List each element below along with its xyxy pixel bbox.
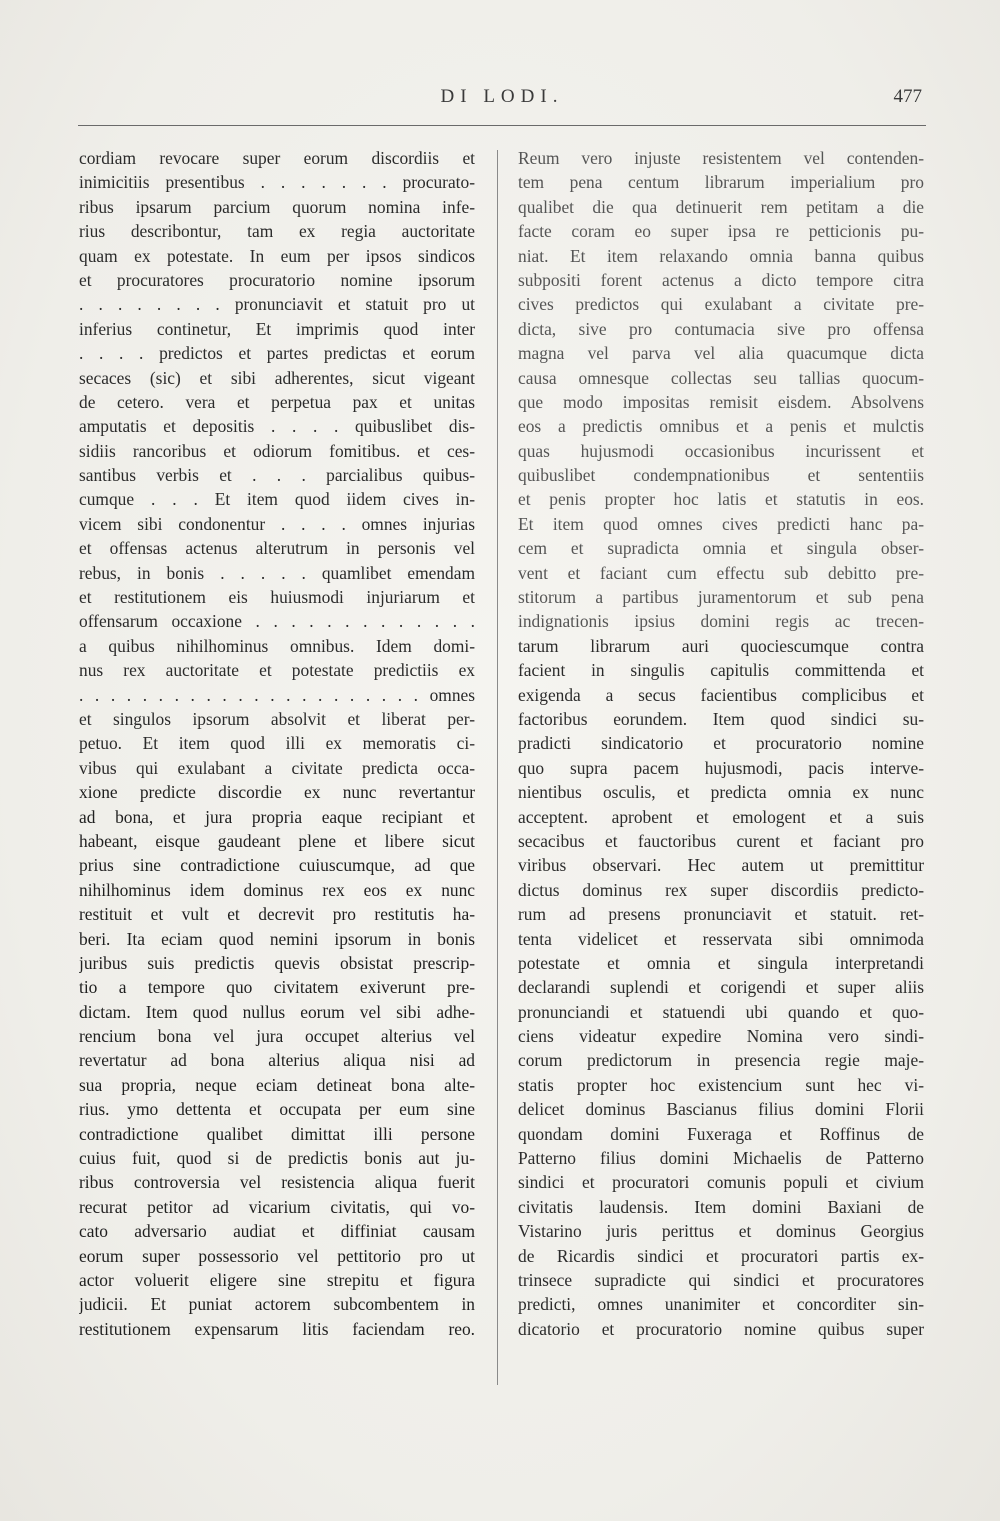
text-line: offensarum occaxione . . . . . . . . . . . . .: [79, 611, 475, 632]
text-line: et restitutionem eis huiusmodi injuriarum et: [79, 587, 475, 608]
text-line: restitutionem expensarum litis faciendam reo.: [79, 1318, 475, 1339]
text-line: rius describontur, tam ex regia auctoritate: [79, 221, 475, 242]
text-line: juribus suis predictis quevis obsistat prescrip-: [79, 952, 475, 973]
text-line: judicii. Et puniat actorem subcombentem in: [79, 1294, 475, 1315]
text-line: rum ad presens pronunciavit et statuit. ret-: [518, 904, 924, 925]
text-line: et singulos ipsorum absolvit et liberat per-: [79, 708, 475, 729]
text-line: pronunciandi et statuendi ubi quando et quo-: [518, 1001, 924, 1022]
text-line: ribus controversia vel resistencia aliqua fuerit: [79, 1172, 475, 1193]
text-line: Et item quod omnes cives predicti hanc pa-: [518, 513, 924, 534]
text-line: potestate et omnia et singula interpretandi: [518, 952, 924, 973]
text-line: cuius fuit, quod si de predictis bonis aut ju-: [79, 1148, 475, 1169]
text-line: magna vel parva vel alia quacumque dicta: [518, 343, 924, 364]
text-line: tenta videlicet et resservata sibi omnimoda: [518, 928, 924, 949]
text-line: quam ex potestate. In eum per ipsos sindicos: [79, 245, 475, 266]
text-line: facte coram eo super ipsa re petticionis pu-: [518, 221, 924, 242]
text-line: quibuslibet condempnationibus et sententiis: [518, 465, 924, 486]
text-line: declarandi suplendi et corigendi et super aliis: [518, 977, 924, 998]
text-line: qualibet die qua detinuerit rem petitam a die: [518, 196, 924, 217]
text-line: secacibus et fauctoribus curent et faciant pro: [518, 830, 924, 851]
text-line: prius sine contradictione cuiuscumque, ad que: [79, 855, 475, 876]
right-column: [518, 146, 924, 1341]
text-line: amputatis et depositis . . . . quibuslibet dis-: [79, 416, 475, 437]
running-title: DI LODI.: [440, 86, 564, 107]
text-line: contradictione qualibet dimittat illi persone: [79, 1123, 475, 1144]
text-line: stitorum a partibus juramentorum et sub pena: [518, 587, 924, 608]
text-line: santibus verbis et . . . parcialibus quibus-: [79, 465, 475, 486]
text-line: acceptent. aprobent et emologent et a suis: [518, 806, 924, 827]
text-line: nihilhominus idem dominus rex eos ex nunc: [79, 879, 475, 900]
text-line: facient in singulis capitulis committenda et: [518, 660, 924, 681]
text-line: rencium bona vel jura occupet alterius vel: [79, 1026, 475, 1047]
text-line: causa omnesque collectas seu tallias quocum-: [518, 367, 924, 388]
text-line: quondam domini Fuxeraga et Roffinus de: [518, 1123, 924, 1144]
text-line: habeant, eisque gaudeant plene et libere sicut: [79, 830, 475, 851]
text-line: civitatis laudensis. Item domini Baxiani de: [518, 1196, 924, 1217]
text-line: secaces (sic) et sibi adherentes, sicut vigeant: [79, 367, 475, 388]
text-line: beri. Ita eciam quod nemini ipsorum in bonis: [79, 928, 475, 949]
text-line: niat. Et item relaxando omnia banna quibus: [518, 245, 924, 266]
text-line: Patterno filius domini Michaelis de Patterno: [518, 1148, 924, 1169]
text-line: cumque . . . Et item quod iidem cives in-: [79, 489, 475, 510]
text-line: . . . . . . . . pronunciavit et statuit pro ut: [79, 294, 475, 315]
text-line: corum predictorum in presencia regie maje-: [518, 1050, 924, 1071]
text-line: pradicti sindicatorio et procuratorio nomine: [518, 733, 924, 754]
text-line: a quibus nihilhominus omnibus. Idem domi-: [79, 635, 475, 656]
text-line: nus rex auctoritate et potestate predictiis ex: [79, 660, 475, 681]
text-line: exigenda a secus facientibus complicibus et: [518, 684, 924, 705]
text-line: statis propter hoc existencium sunt hec vi-: [518, 1074, 924, 1095]
text-line: subpositi forent actenus a dicto tempore citra: [518, 269, 924, 290]
text-line: que modo impositas remisit eisdem. Absolvens: [518, 391, 924, 412]
text-line: ad bona, et jura propria eaque recipiant et: [79, 806, 475, 827]
text-line: indignationis ipsius domini regis ac trecen-: [518, 611, 924, 632]
text-line: et offensas actenus alterutrum in personis vel: [79, 538, 475, 559]
text-line: rius. ymo dettenta et occupata per eum sine: [79, 1099, 475, 1120]
text-line: . . . . predictos et partes predictas et eorum: [79, 343, 475, 364]
text-line: xione predicte discordie ex nunc revertantur: [79, 782, 475, 803]
text-line: dictus dominus rex super discordiis predicto-: [518, 879, 924, 900]
text-line: cordiam revocare super eorum discordiis et: [79, 148, 475, 168]
text-line: quo supra pacem hujusmodi, pacis interve-: [518, 757, 924, 778]
text-line: dictam. Item quod nullus eorum vel sibi adhe-: [79, 1001, 475, 1022]
text-line: sidiis rancoribus et odiorum fomitibus. et ces-: [79, 440, 475, 461]
text-line: tio a tempore quo civitatem exiverunt pre-: [79, 977, 475, 998]
text-line: et procuratores procuratorio nomine ipsorum: [79, 269, 475, 290]
text-line: eorum super possessorio vel pettitorio pro ut: [79, 1245, 475, 1266]
text-line: rebus, in bonis . . . . . quamlibet emendam: [79, 562, 475, 583]
text-line: quas hujusmodi occasionibus incurissent et: [518, 440, 924, 461]
header-rule: [78, 125, 926, 126]
text-line: tem pena centum librarum imperialium pro: [518, 172, 924, 193]
text-line: vicem sibi condonentur . . . . omnes injurias: [79, 513, 475, 534]
text-line: revertatur ad bona alterius aliqua nisi ad: [79, 1050, 475, 1071]
text-line: Reum vero injuste resistentem vel contenden-: [518, 148, 924, 168]
text-line: inferius continetur, Et imprimis quod inter: [79, 318, 475, 339]
text-line: vent et faciant cum effectu sub debitto pre-: [518, 562, 924, 583]
text-line: et penis propter hoc latis et statutis in eos.: [518, 489, 924, 510]
text-line: delicet dominus Bascianus filius domini Florii: [518, 1099, 924, 1120]
left-column: [79, 146, 475, 1341]
text-line: sindici et procuratori comunis populi et civium: [518, 1172, 924, 1193]
text-line: cato adversario audiat et diffiniat causam: [79, 1221, 475, 1242]
page-number: 477: [893, 86, 922, 107]
text-line: predicti, omnes unanimiter et concorditer sin-: [518, 1294, 924, 1315]
text-line: cem et supradicta omnia et singula obser-: [518, 538, 924, 559]
text-line: trinsece supradicte qui sindici et procuratores: [518, 1269, 924, 1290]
text-line: inimicitiis presentibus . . . . . . . procurato-: [79, 172, 475, 193]
text-line: vibus qui exulabant a civitate predicta occa-: [79, 757, 475, 778]
text-line: nientibus osculis, et predicta omnia ex nunc: [518, 782, 924, 803]
page-header: [78, 86, 926, 116]
text-line: dicatorio et procuratorio nomine quibus super: [518, 1318, 924, 1339]
text-line: sua propria, neque eciam detineat bona alte-: [79, 1074, 475, 1095]
text-line: recurat petitor ad vicarium civitatis, qui vo-: [79, 1196, 475, 1217]
text-line: factoribus eorundem. Item quod sindici su-: [518, 708, 924, 729]
text-line: ribus ipsarum parcium quorum nomina infe-: [79, 196, 475, 217]
text-line: Vistarino juris perittus et dominus Georgius: [518, 1221, 924, 1242]
text-line: de cetero. vera et perpetua pax et unitas: [79, 391, 475, 412]
text-line: actor voluerit eligere sine strepitu et figura: [79, 1269, 475, 1290]
text-line: petuo. Et item quod illi ex memoratis ci-: [79, 733, 475, 754]
text-line: de Ricardis sindici et procuratori partis ex-: [518, 1245, 924, 1266]
text-line: viribus observari. Hec autem ut premittitur: [518, 855, 924, 876]
text-line: eos a predictis omnibus et a penis et mulctis: [518, 416, 924, 437]
text-line: cives predictos qui exulabant a civitate pre-: [518, 294, 924, 315]
text-line: restituit et vult et decrevit pro restitutis ha-: [79, 904, 475, 925]
text-line: . . . . . . . . . . . . . . . . . . . . . . omnes: [79, 684, 475, 705]
column-divider: [497, 150, 498, 1385]
text-line: dicta, sive pro contumacia sive pro offensa: [518, 318, 924, 339]
text-line: tarum librarum auri quociescumque contra: [518, 635, 924, 656]
text-line: ciens videatur expedire Nomina vero sindi-: [518, 1026, 924, 1047]
